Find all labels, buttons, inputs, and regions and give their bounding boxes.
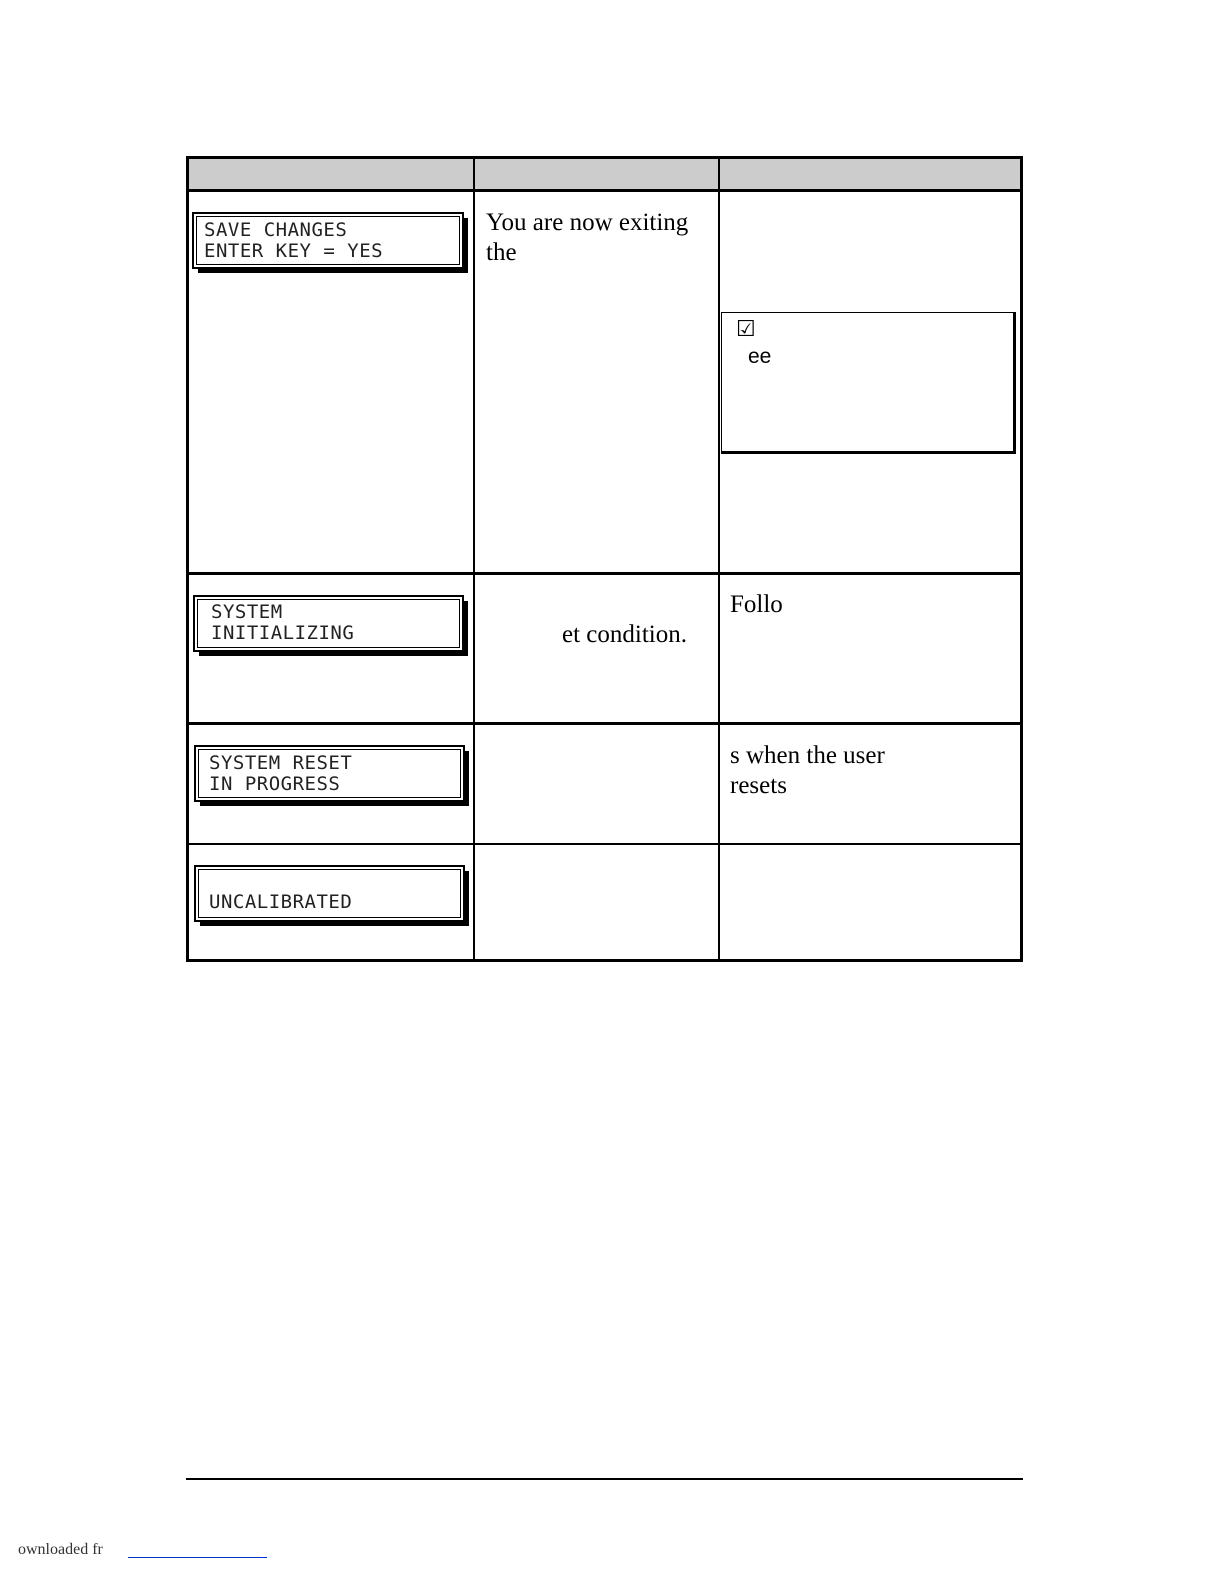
divider xyxy=(186,572,1023,575)
divider xyxy=(186,843,1023,845)
divider xyxy=(473,156,475,962)
lcd-line-2: IN PROGRESS xyxy=(209,773,341,795)
footer-rule xyxy=(186,1478,1023,1480)
divider xyxy=(186,722,1023,725)
lcd-line-2: INITIALIZING xyxy=(211,622,355,644)
meaning-text: You are now exiting the xyxy=(486,209,689,266)
divider xyxy=(186,189,1023,192)
lcd-line-1: SYSTEM xyxy=(211,601,283,623)
lcd-display-system-initializing xyxy=(193,595,468,657)
action-text: s when the user resets xyxy=(730,742,885,799)
note-text: ee xyxy=(748,345,772,368)
lcd-line-2: ENTER KEY = YES xyxy=(204,240,384,262)
divider xyxy=(718,156,720,962)
note-box xyxy=(721,312,1016,454)
table-header-row xyxy=(189,159,1020,189)
lcd-display-save-changes xyxy=(192,212,468,274)
action-text: Follo xyxy=(730,591,783,618)
lcd-line-2: UNCALIBRATED xyxy=(209,891,353,913)
messages-table xyxy=(186,156,1023,962)
lcd-display-system-reset xyxy=(194,745,469,807)
lcd-line-1: SYSTEM RESET xyxy=(209,752,353,774)
lcd-line-1: SAVE CHANGES xyxy=(204,219,348,241)
checkbox-icon: ☑ xyxy=(736,317,756,342)
download-source-text: ownloaded fr xyxy=(18,1541,103,1558)
lcd-display-uncalibrated xyxy=(194,865,469,927)
meaning-text: et condition. xyxy=(562,621,687,648)
download-source-link[interactable] xyxy=(128,1557,267,1558)
